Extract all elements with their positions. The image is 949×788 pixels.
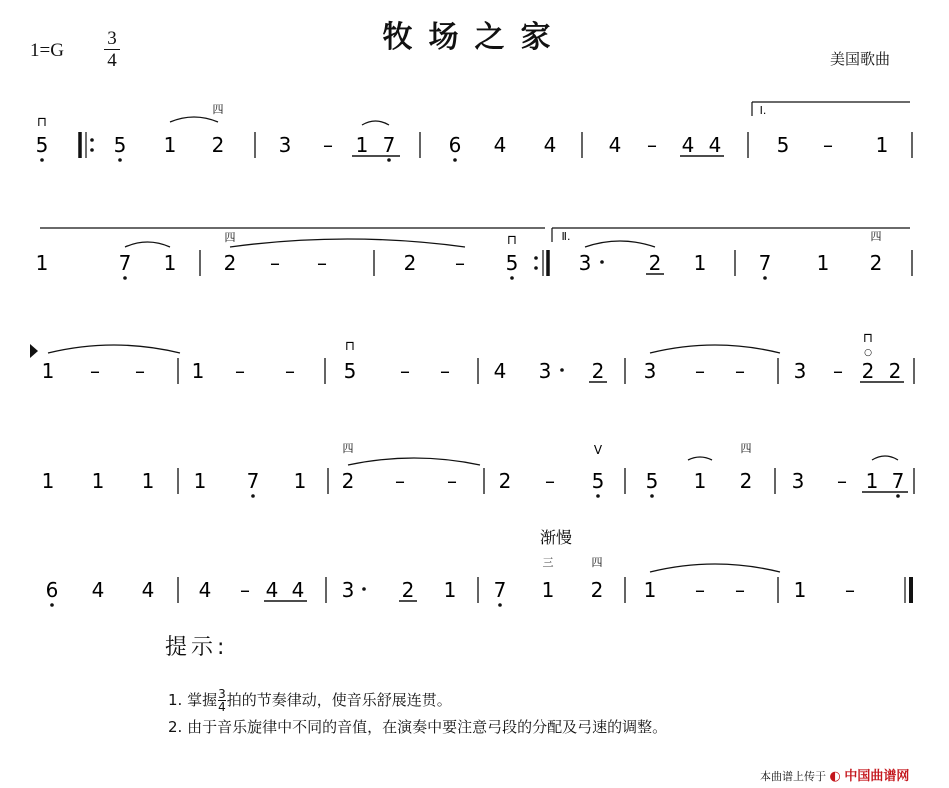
score-note: 3	[643, 359, 657, 383]
bowing-mark: Ⅱ.	[561, 230, 571, 243]
repeat-dot	[90, 148, 94, 152]
score-note: 2	[498, 469, 512, 493]
score-note: 3	[341, 578, 355, 602]
score-note: 2	[211, 133, 225, 157]
score-note: –	[845, 578, 855, 602]
bowing-mark: ⊓	[506, 233, 518, 248]
score-note: 2	[869, 251, 883, 275]
bowing-mark: 四	[591, 556, 603, 569]
score-note: 1	[875, 133, 889, 157]
site-logo: ◐	[829, 769, 841, 784]
score-note: 1	[443, 578, 457, 602]
score-note: –	[440, 359, 450, 383]
score-note: –	[285, 359, 295, 383]
score-note: 1	[41, 359, 55, 383]
score-note: 2	[861, 359, 875, 383]
score-note: 5	[35, 133, 49, 157]
bowing-mark: ⊓	[36, 115, 48, 130]
score-note: 1	[643, 578, 657, 602]
slur	[348, 458, 480, 465]
score-note: –	[695, 578, 705, 602]
score-note: 3	[538, 359, 552, 383]
augment-dot	[600, 260, 604, 264]
repeat-dot	[90, 138, 94, 142]
octave-dot	[118, 158, 122, 162]
slur	[230, 239, 465, 247]
bowing-mark: 四	[224, 231, 236, 244]
octave-dot	[453, 158, 457, 162]
octave-dot	[650, 494, 654, 498]
tip-1: 1. 掌握 $\frac{3}{4}$ 拍的节奏律动，使音乐舒展连贯。	[168, 687, 452, 714]
slur	[48, 345, 180, 353]
octave-dot	[387, 158, 391, 162]
score-note: 1	[35, 251, 49, 275]
score-note: 4	[141, 578, 155, 602]
score-note: 4	[198, 578, 212, 602]
score-note: 5	[645, 469, 659, 493]
octave-dot	[896, 494, 900, 498]
score-note: 5	[505, 251, 519, 275]
score-note: 4	[291, 578, 305, 602]
score-note: 1	[816, 251, 830, 275]
score-note: 5	[343, 359, 357, 383]
tip-fraction: $\frac{3}{4}$	[218, 687, 226, 714]
score-note: 4	[493, 359, 507, 383]
octave-dot	[596, 494, 600, 498]
score-note: 7	[758, 251, 772, 275]
slur	[362, 121, 389, 125]
score-note: –	[823, 133, 833, 157]
octave-dot	[763, 276, 767, 280]
score-note: 2	[341, 469, 355, 493]
score-note: 4	[493, 133, 507, 157]
score-note: –	[833, 359, 843, 383]
augment-dot	[560, 368, 564, 372]
bowing-mark: Ⅰ.	[759, 104, 767, 117]
score-note: 7	[382, 133, 396, 157]
score-note: 4	[608, 133, 622, 157]
score-note: 4	[681, 133, 695, 157]
score-note: –	[270, 251, 280, 275]
tempo-mark: 渐慢	[540, 528, 573, 547]
slur	[170, 117, 218, 122]
slur	[125, 242, 170, 247]
score-note: 1	[193, 469, 207, 493]
score-note: 5	[113, 133, 127, 157]
repeat-dot	[534, 256, 538, 260]
score-note: 2	[888, 359, 902, 383]
octave-dot	[251, 494, 255, 498]
score-note: 3	[791, 469, 805, 493]
tip-2: 2. 由于音乐旋律中不同的音值，在演奏中要注意弓段的分配及弓速的调整。	[168, 718, 668, 736]
composer-label: 美国歌曲	[830, 50, 891, 68]
score-note: 2	[591, 359, 605, 383]
bowing-mark: 四	[342, 442, 354, 455]
score-note: 7	[118, 251, 132, 275]
slur	[688, 457, 712, 460]
score-note: –	[695, 359, 705, 383]
score-note: –	[135, 359, 145, 383]
score-note: –	[837, 469, 847, 493]
score-note: –	[447, 469, 457, 493]
score-note: 1	[91, 469, 105, 493]
score-note: –	[545, 469, 555, 493]
score-note: –	[395, 469, 405, 493]
score-note: 1	[191, 359, 205, 383]
bowing-mark: V	[593, 443, 603, 457]
score-note: 4	[91, 578, 105, 602]
octave-dot	[510, 276, 514, 280]
slur	[650, 345, 780, 353]
score-note: 3	[793, 359, 807, 383]
score-note: 6	[448, 133, 462, 157]
score-note: –	[735, 578, 745, 602]
score-note: 1	[141, 469, 155, 493]
score-note: –	[240, 578, 250, 602]
octave-dot	[40, 158, 44, 162]
augment-dot	[362, 587, 366, 591]
score-note: 2	[403, 251, 417, 275]
tips-heading: 提示:	[165, 635, 229, 660]
time-signature: 3 4	[102, 28, 122, 71]
score-note: –	[455, 251, 465, 275]
score-note: 1	[293, 469, 307, 493]
score-note: 1	[355, 133, 369, 157]
bowing-mark: 三	[542, 556, 554, 569]
score-note: –	[735, 359, 745, 383]
score-note: 1	[163, 133, 177, 157]
key-signature: 1=G	[30, 40, 64, 61]
score-note: 7	[891, 469, 905, 493]
score-note: 1	[163, 251, 177, 275]
score-note: 2	[739, 469, 753, 493]
score-note: 1	[793, 578, 807, 602]
score-note: 2	[401, 578, 415, 602]
score-note: 1	[865, 469, 879, 493]
breath-mark	[30, 344, 38, 358]
score-note: –	[323, 133, 333, 157]
octave-dot	[123, 276, 127, 280]
score-note: 4	[265, 578, 279, 602]
score-note: –	[400, 359, 410, 383]
bowing-mark: ⊓	[862, 331, 874, 346]
score-note: 7	[246, 469, 260, 493]
bowing-mark: 四	[212, 103, 224, 116]
score-note: –	[90, 359, 100, 383]
score-note: 6	[45, 578, 59, 602]
score-note: 5	[591, 469, 605, 493]
score-note: –	[317, 251, 327, 275]
score-note: 7	[493, 578, 507, 602]
score-note: 1	[541, 578, 555, 602]
score-note: 4	[708, 133, 722, 157]
score-note: 2	[648, 251, 662, 275]
octave-dot	[498, 603, 502, 607]
bowing-mark: 四	[740, 442, 752, 455]
repeat-dot	[534, 266, 538, 270]
score-note: 3	[278, 133, 292, 157]
bowing-mark: 四	[870, 230, 882, 243]
score-note: 2	[590, 578, 604, 602]
bowing-mark: ⊓	[344, 339, 356, 354]
slur	[872, 456, 898, 460]
score-title: 牧场之家	[382, 20, 567, 55]
slur	[650, 564, 780, 572]
score-note: –	[647, 133, 657, 157]
score-note: 1	[41, 469, 55, 493]
score-note: 5	[776, 133, 790, 157]
slur	[585, 241, 655, 247]
score-note: –	[235, 359, 245, 383]
score-note: 3	[578, 251, 592, 275]
score-note: 4	[543, 133, 557, 157]
bowing-mark: ○	[864, 348, 872, 358]
score-note: 1	[693, 469, 707, 493]
score-note: 1	[693, 251, 707, 275]
score-note: 2	[223, 251, 237, 275]
octave-dot	[50, 603, 54, 607]
site-footer: 本曲谱上传于 ◐ 中国曲谱网	[760, 769, 910, 784]
